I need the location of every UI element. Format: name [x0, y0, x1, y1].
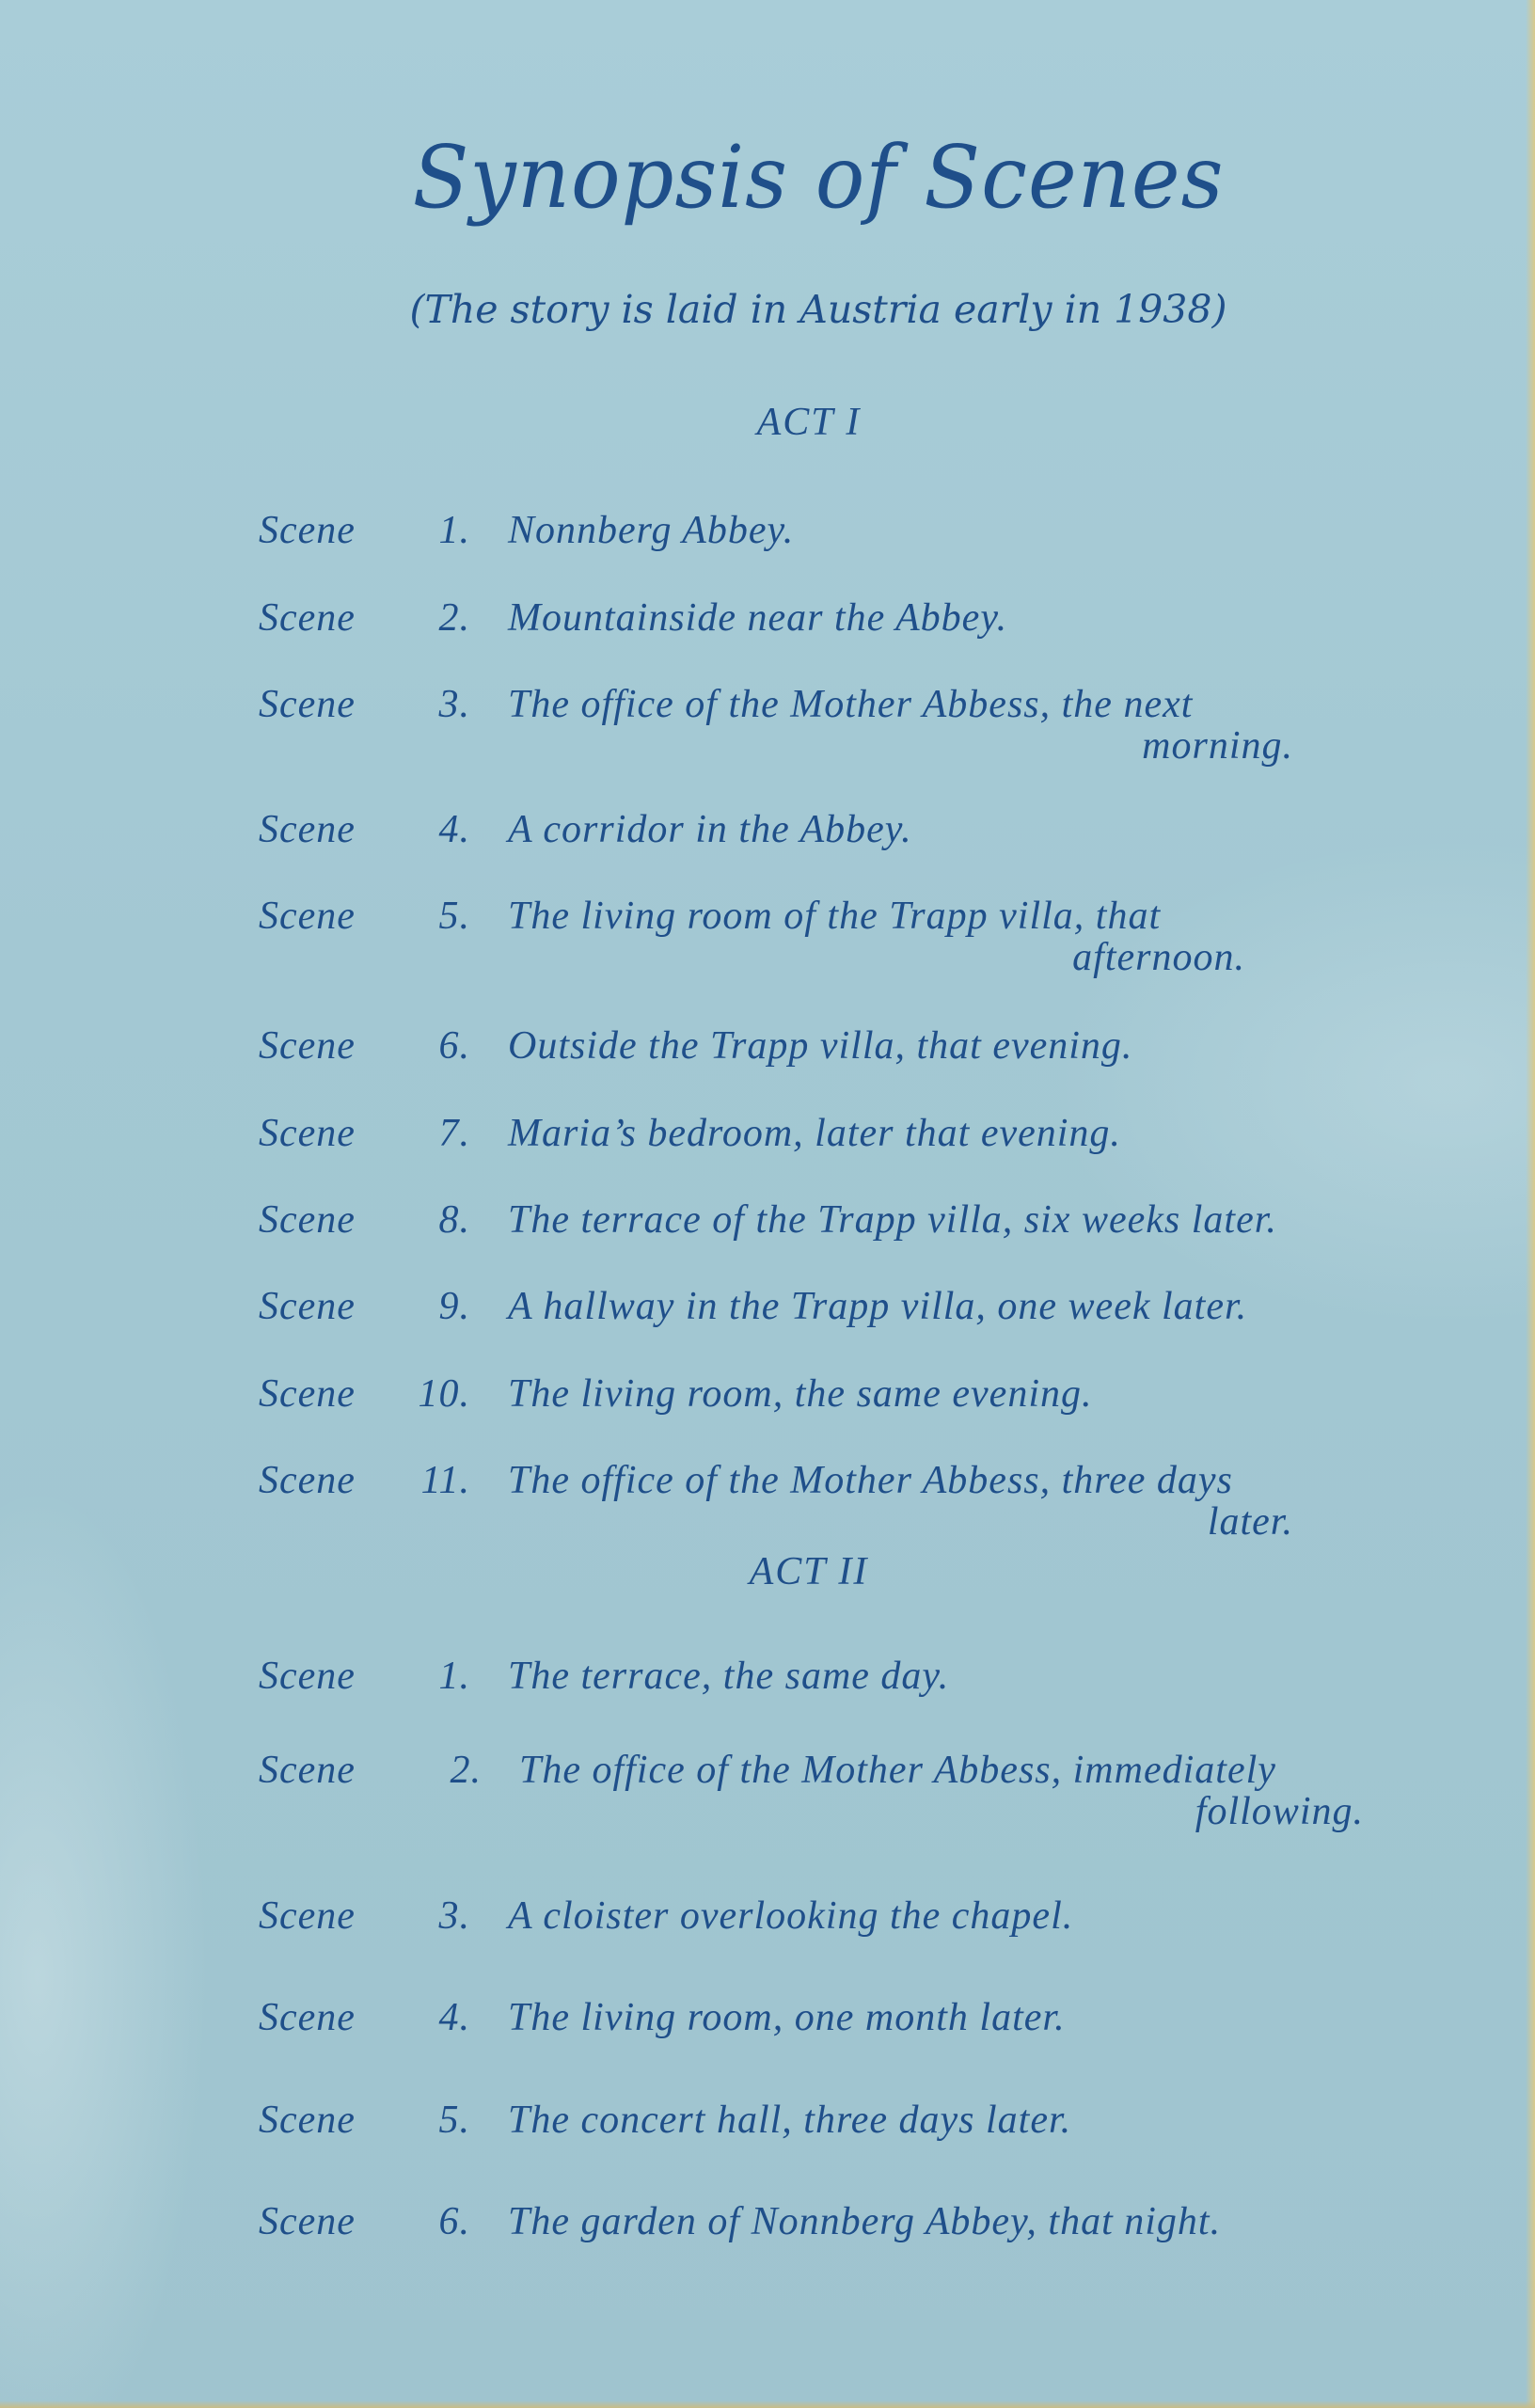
scene-description-continuation: later. — [1207, 1500, 1293, 1544]
scene-row-act1-7 — [0, 1113, 1535, 1197]
scene-number: 3. — [438, 1894, 470, 1938]
scene-row-act1-9 — [0, 1286, 1535, 1370]
scene-description: The office of the Mother Abbess, immediately — [519, 1749, 1276, 1792]
scene-number: 8. — [438, 1198, 470, 1242]
scene-description: The garden of Nonnberg Abbey, that night. — [508, 2200, 1222, 2243]
scene-label: Scene — [259, 1198, 356, 1242]
scene-number: 5. — [438, 895, 470, 938]
scene-row-act2-5 — [0, 2099, 1535, 2184]
scene-description-continuation: afternoon. — [1072, 936, 1245, 979]
scene-number: 5. — [438, 2099, 470, 2142]
scene-label: Scene — [259, 1459, 356, 1502]
scene-row-act1-8 — [0, 1199, 1535, 1284]
scene-row-act2-4 — [0, 1997, 1535, 2082]
scene-row-act1-4 — [0, 809, 1535, 894]
scene-number: 1. — [438, 1655, 470, 1698]
paper-edge-bottom — [0, 2400, 1535, 2408]
scene-number: 6. — [438, 1024, 470, 1068]
scene-number: 3. — [438, 683, 470, 726]
scene-description-continuation: following. — [1195, 1790, 1364, 1833]
scene-label: Scene — [259, 1749, 356, 1792]
scene-row-act1-6 — [0, 1025, 1535, 1110]
scene-number: 10. — [418, 1372, 470, 1416]
scene-label: Scene — [259, 1996, 356, 2039]
scene-label: Scene — [259, 596, 356, 640]
scene-description: A corridor in the Abbey. — [508, 808, 912, 851]
scene-number: 2. — [438, 596, 470, 640]
scene-description: Outside the Trapp villa, that evening. — [508, 1024, 1133, 1068]
scene-number: 2. — [450, 1749, 482, 1792]
scene-label: Scene — [259, 1112, 356, 1155]
page-title: Synopsis of Scenes — [412, 127, 1225, 228]
scene-description: A hallway in the Trapp villa, one week later. — [508, 1285, 1248, 1328]
scene-row-act2-1 — [0, 1656, 1535, 1740]
scene-label: Scene — [259, 1894, 356, 1938]
scene-description: Mountainside near the Abbey. — [508, 596, 1008, 640]
page-subtitle: (The story is laid in Austria early in 1938) — [409, 287, 1227, 332]
scene-number: 4. — [438, 808, 470, 851]
scene-label: Scene — [259, 895, 356, 938]
scene-description: A cloister overlooking the chapel. — [508, 1894, 1074, 1938]
scene-number: 6. — [438, 2200, 470, 2243]
scene-label: Scene — [259, 509, 356, 552]
scene-description: The living room, one month later. — [508, 1996, 1066, 2039]
scene-label: Scene — [259, 808, 356, 851]
scene-description: Maria’s bedroom, later that evening. — [508, 1112, 1121, 1155]
scene-row-act2-3 — [0, 1895, 1535, 1980]
act-heading-act-1: ACT I — [756, 401, 862, 444]
scene-description: The terrace of the Trapp villa, six weeks later. — [508, 1198, 1277, 1242]
scene-label: Scene — [259, 1372, 356, 1416]
act-heading-act-2: ACT II — [749, 1550, 869, 1593]
scene-label: Scene — [259, 1285, 356, 1328]
scene-number: 1. — [438, 509, 470, 552]
scene-description: The living room of the Trapp villa, that — [508, 895, 1162, 938]
scene-label: Scene — [259, 683, 356, 726]
scene-row-act1-2 — [0, 597, 1535, 682]
scene-label: Scene — [259, 1024, 356, 1068]
scene-row-act1-10 — [0, 1373, 1535, 1458]
scene-label: Scene — [259, 2200, 356, 2243]
scene-row-act1-3 — [0, 684, 1535, 768]
scene-description-continuation: morning. — [1142, 724, 1293, 768]
scene-description: Nonnberg Abbey. — [508, 509, 795, 552]
scene-description: The living room, the same evening. — [508, 1372, 1093, 1416]
scene-row-act2-6 — [0, 2201, 1535, 2286]
scene-row-act1-11 — [0, 1460, 1535, 1545]
scene-number: 11. — [420, 1459, 470, 1502]
scene-description: The concert hall, three days later. — [508, 2099, 1072, 2142]
scene-row-act1-5 — [0, 895, 1535, 980]
scene-number: 9. — [438, 1285, 470, 1328]
scene-number: 4. — [438, 1996, 470, 2039]
scene-description: The office of the Mother Abbess, the next — [508, 683, 1194, 726]
scene-description: The terrace, the same day. — [508, 1655, 950, 1698]
scene-description: The office of the Mother Abbess, three days — [508, 1459, 1233, 1502]
scene-row-act1-1 — [0, 510, 1535, 594]
scene-label: Scene — [259, 2099, 356, 2142]
scene-row-act2-2 — [0, 1750, 1535, 1834]
scene-label: Scene — [259, 1655, 356, 1698]
scene-number: 7. — [438, 1112, 470, 1155]
